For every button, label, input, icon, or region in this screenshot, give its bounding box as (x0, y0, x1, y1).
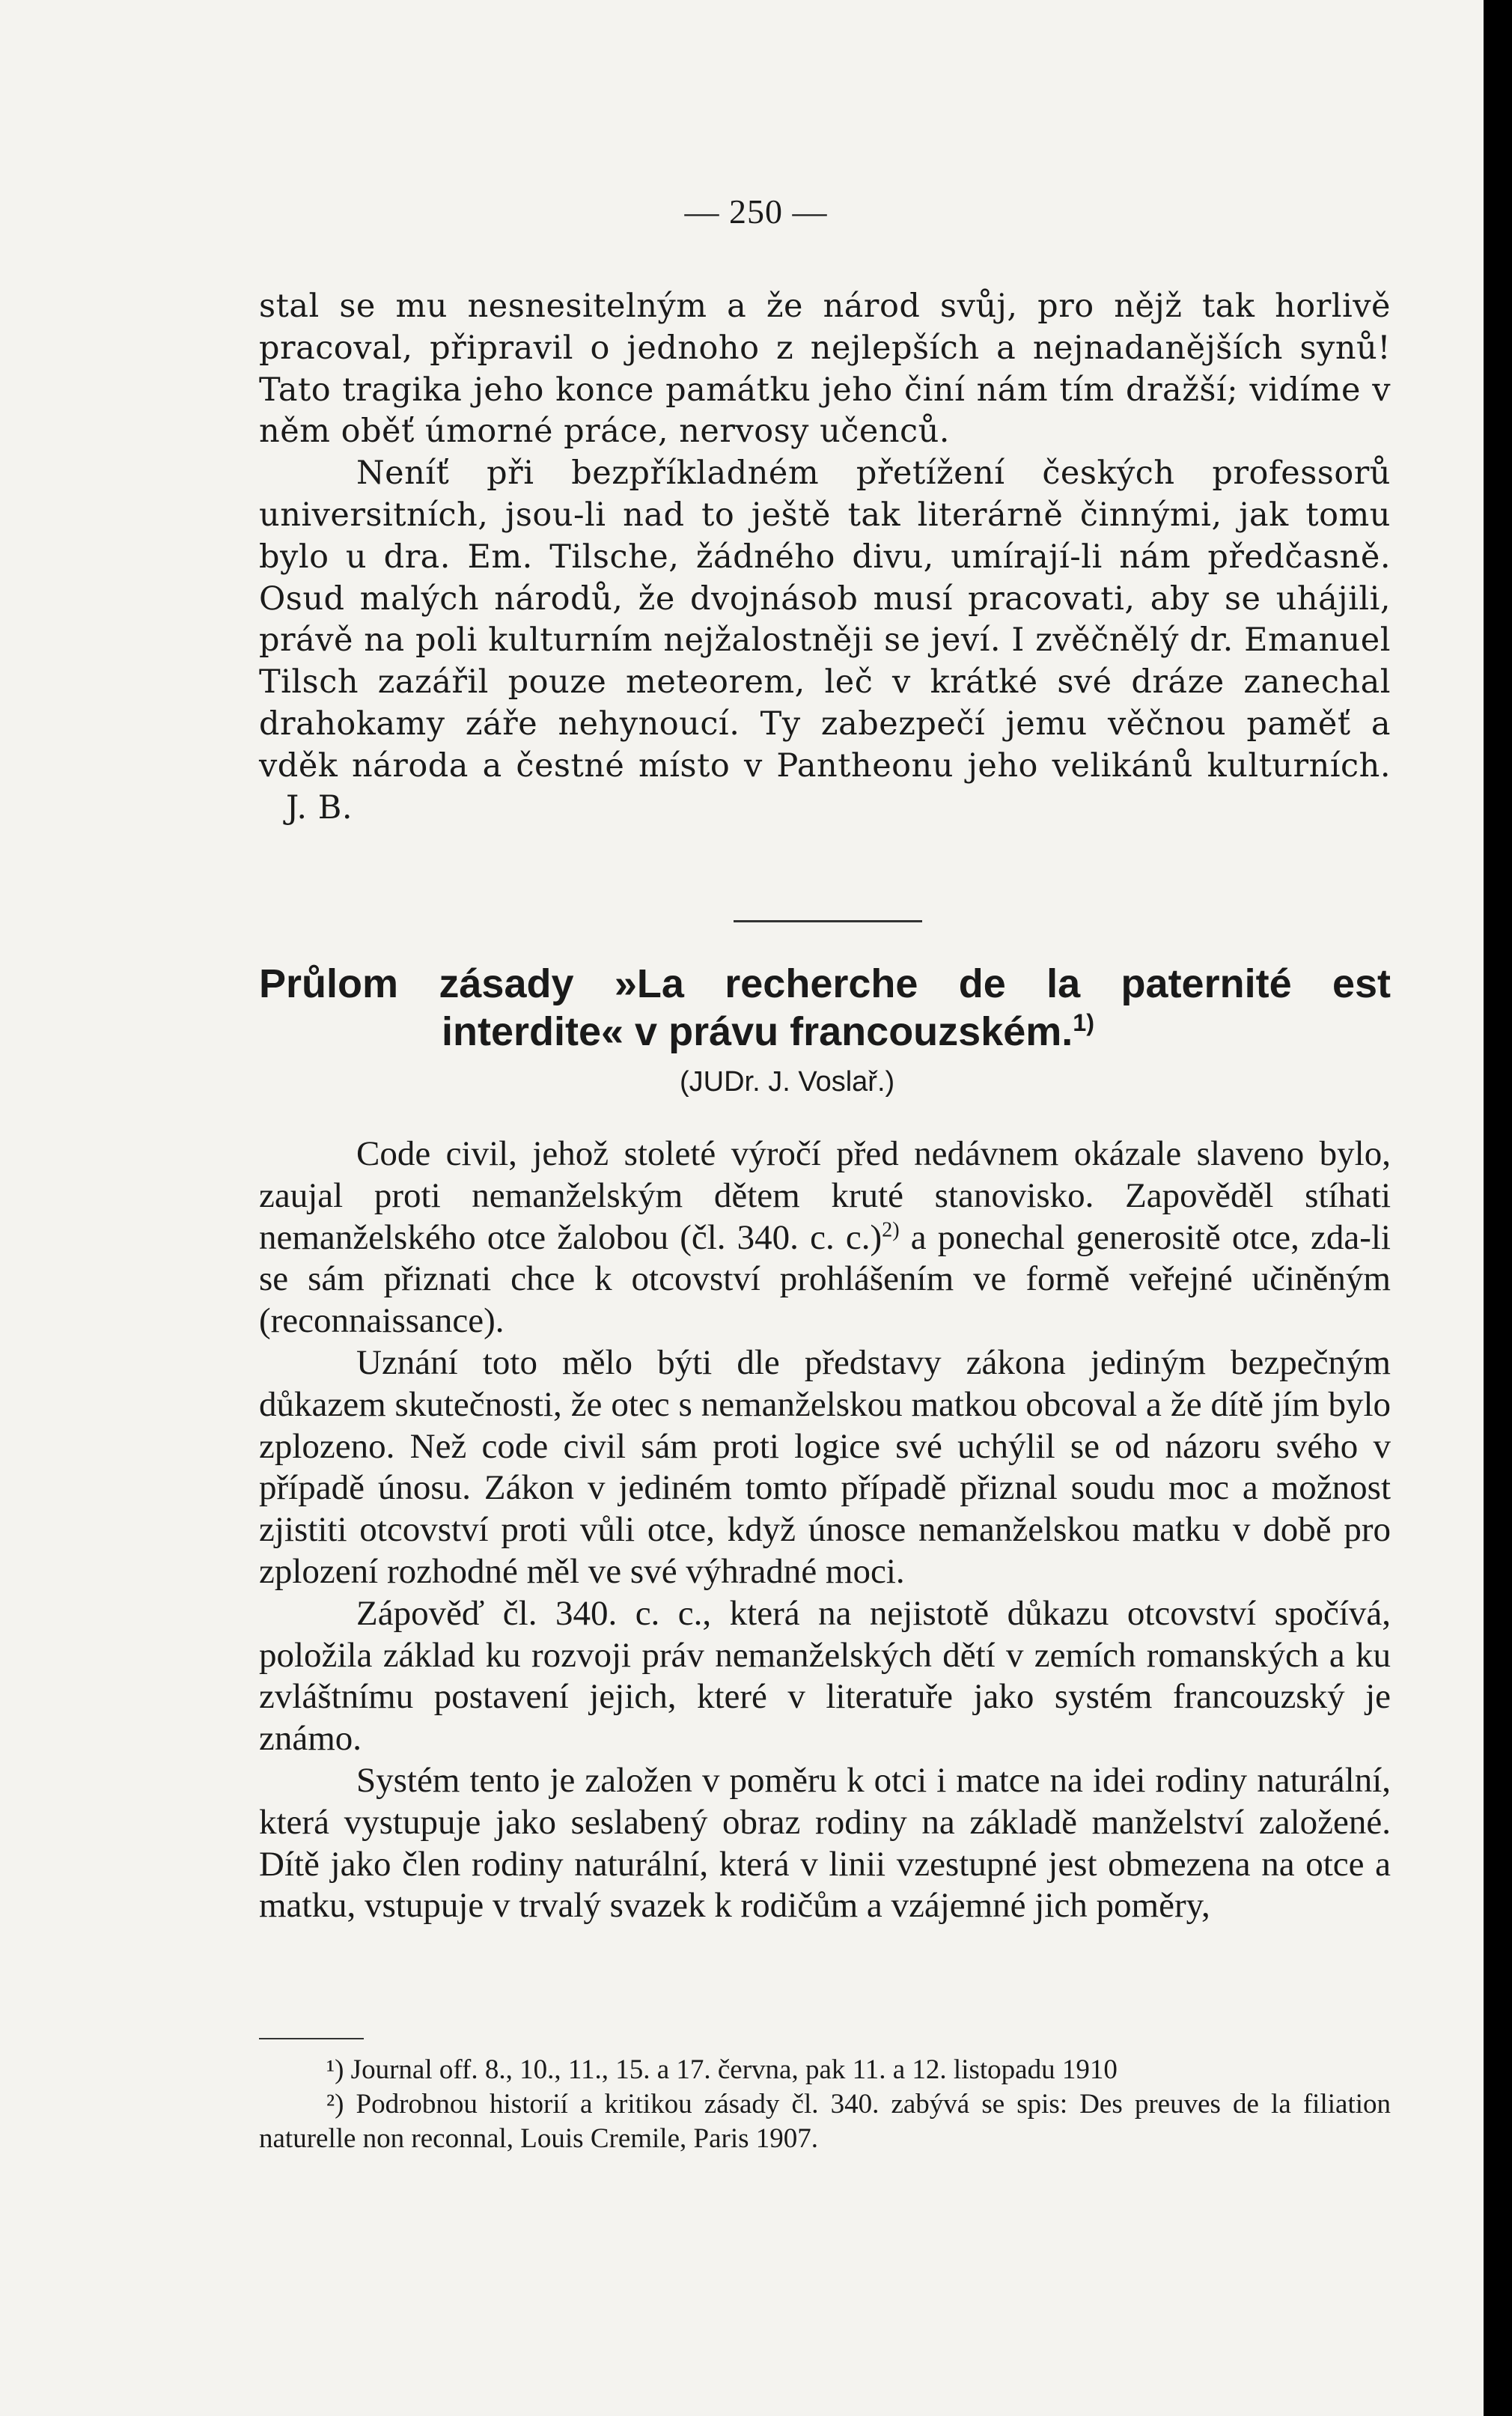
footnote-mark: ¹) (326, 2054, 344, 2085)
title-line: Průlom zásady »La recherche de la paternité est (259, 961, 1391, 1006)
signature: J. B. (286, 788, 353, 827)
footnote-mark: ²) (326, 2089, 344, 2120)
footnote-rule (259, 2038, 364, 2039)
footnote (259, 2087, 1391, 2156)
paragraph-text: Code civil, jehož stoleté výročí před nedávnem okázale slaveno bylo, zaujal proti nemanželským dětem kruté stanovisko. Zapověděl stíhati nemanželského otce žalobou (čl. 340. c. c.) (259, 1134, 1391, 1257)
article-author: (JUDr. J. Voslař.) (680, 1066, 895, 1098)
section-divider (734, 920, 922, 922)
paragraph (259, 1134, 1391, 1342)
footnotes (259, 2053, 1391, 2156)
paragraph-text: a ponechal generositě otce, zda-li se sám přiznati chce k otcovství prohlášením ve formě veřejné učiněným (reconnaissance). (259, 1217, 1391, 1341)
page-number: — 250 — (684, 192, 828, 231)
paragraph-text: Neníť při bezpříkladném přetížení českých professorů universitních, jsou-li nad to ještě tak literárně činnými, jak tomu bylo u dra. Em. Tilsche, žádného divu, umírají-li nám předčasně. Osud malých národů, že dvojnásob musí pracovati, aby se uhájili, právě na poli kulturním nejžalostněji se jeví. I zvěčnělý dr. Emanuel Tilsch zazářil pouze meteorem, leč v krátké své dráze zanechal drahokamy záře nehynoucí. Ty zabezpečí jemu věčnou paměť a vděk národa a čestné místo v Pantheonu jeho velikánů kulturních. (259, 454, 1391, 785)
paragraph: Systém tento je založen v poměru k otci i matce na idei rodiny naturální, která vystupuje jako seslabený obraz rodiny na základě manželství založené. Dítě jako člen rodiny naturální, která v linii vzestupné jest obmezena na otce a matku, vstupuje v trvalý svazek k rodičům a vzájemné jich poměry, (259, 1760, 1391, 1926)
paragraph: stal se mu nesnesitelným a že národ svůj, pro nějž tak horlivě pracoval, připravil o jednoho z nejlepších a nejnadanějších synů! Tato tragika jeho konce památku jeho činí nám tím dražší; vidíme v něm oběť úmorné práce, nervosy učenců. (259, 287, 1391, 451)
footnote (259, 2053, 1391, 2087)
footnote-text: Podrobnou historií a kritikou zásady čl. 340. zabývá se spis: Des preuves de la filiation naturelle non reconnal, Louis Cremile, Paris 1907. (259, 2089, 1391, 2154)
footnote-ref: 2) (882, 1217, 900, 1241)
paragraph: Zápověď čl. 340. c. c., která na nejistotě důkazu otcovství spočívá, položila základ ku rozvoji práv nemanželských dětí v zemích romanských a ku zvláštnímu postavení jejich, které v literatuře jako systém francouzský je známo. (259, 1593, 1391, 1759)
title-line (259, 1008, 1391, 1056)
footnote-text: Journal off. 8., 10., 11., 15. a 17. června, pak 11. a 12. listopadu 1910 (350, 2054, 1118, 2085)
obituary-continuation (259, 286, 1391, 829)
title-text: interdite« v právu francouzském. (442, 1009, 1073, 1054)
paragraph (259, 453, 1391, 829)
article-title (259, 960, 1391, 1056)
article-body (259, 1134, 1391, 1927)
footnote-ref: 1) (1073, 1009, 1095, 1036)
paragraph: Uznání toto mělo býti dle představy zákona jediným bezpečným důkazem skutečnosti, že otec s nemanželskou matkou obcoval a že dítě jím bylo zplozeno. Než code civil sám proti logice své uchýlil se od názoru svého v případě únosu. Zákon v jediném tomto případě přiznal soudu moc a možnost zjistiti otcovství proti vůli otce, když únosce nemanželskou matku v době pro zplození rozhodné měl ve své výhradné moci. (259, 1342, 1391, 1591)
